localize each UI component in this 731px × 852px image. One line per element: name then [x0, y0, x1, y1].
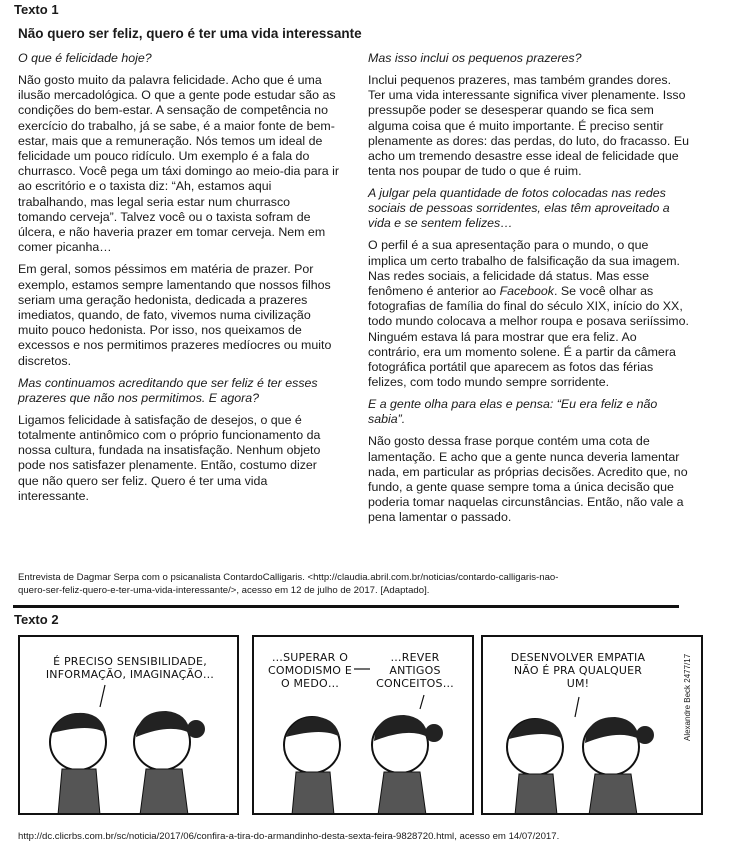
interview-answer: Ligamos felicidade à satisfação de desejos, o que é totalmente antinômico com o próprio funcionamento da nossa cultura, fundada na insatisfação. Nenhum objeto pode nos satisfazer plenamente. Então, costumo dizer que não quero ser feliz. Quero é ter uma vida interessante.: [18, 412, 321, 503]
interview-answer: Inclui pequenos prazeres, mas também grandes dores. Ter uma vida interessante significa viver plenamente. Isso pressupõe poder se desesperar quando se fica sem alguma coisa que é muito importante. É preciso sentir plenamente as dores: das perdas, do luto, do fracasso. Eu acho um tremendo desastre esse ideal de felicidade que tenta nos poupar de tudo o que é ruim.: [368, 73, 689, 179]
interview-question: O que é felicidade hoje?: [18, 51, 152, 65]
texto2-source: http://dc.clicrbs.com.br/sc/noticia/2017/06/confira-a-tira-do-armandinho-desta-sexta-feira-9828720.html, acesso em 14/07/2017.: [18, 831, 560, 842]
left-column: [18, 51, 340, 511]
interview-answer: Em geral, somos péssimos em matéria de prazer. Por exemplo, estamos sempre lamentando que nossos filhos seriam uma geração hedonista, dedicada a prazeres imediatos, quando, de fato, vivemos numa civilização muito pouco hedonista. Por isso, nos queixamos de excessos e nos permitimos prazeres medíocres ou muito discretos.: [18, 262, 332, 368]
character-boy-drawing: [50, 713, 106, 815]
interview-answer: Não gosto dessa frase porque contém uma cota de lamentação. E acho que a gente nunca deveria lamentar nada, em particular as próprias decisões. Acredito que, no fundo, a gente quase sempre toma a única decisão que poderia tomar naquelas circunstâncias. Então, não vale a pena lamentar o passado.: [368, 434, 688, 525]
comic-panel-1: [18, 635, 239, 815]
interview-answer: Não gosto muito da palavra felicidade. Acho que é uma ilusão mercadológica. O que a gente pode estudar são as condições do bem-estar. A sensação de competência no exercício do trabalho, já se sabe, é a maior fonte de bem-estar, mais que a remuneração. Nós temos um ideal de felicidade um pouco ridículo. Um exemplo é a fala do churrasco. Você pega um táxi domingo ao meio-dia para ir ao escritório e o taxista diz: “Ah, estamos aqui trabalhando, mas legal seria estar num churrasco tomando cerveja”. Talvez você ou o taxista sofram de úlcera, e não haveria prazer em tomar cerveja. Nem em comer picanha…: [18, 73, 339, 255]
character-boy-drawing: [507, 719, 563, 815]
speech-bubble-2b: …REVER ANTIGOS CONCEITOS…: [376, 651, 454, 690]
texto1-source: Entrevista de Dagmar Serpa com o psicanalista ContardoCalligaris. <http://claudia.abril.com.br/noticias/contardo-calligaris-nao-quero-ser-feliz-quero-e-ter-uma-vida-interessante/>, acesso em 12 de julho de 2017. [Adaptado].: [18, 572, 559, 596]
texto1-label: Texto 1: [14, 2, 59, 17]
comic-panel-2: [252, 635, 474, 815]
comic-drawing-2: [254, 637, 474, 815]
speech-bubble-1: É PRECISO SENSIBILIDADE, INFORMAÇÃO, IMAGINAÇÃO…: [45, 655, 215, 681]
interview-question: Mas continuamos acreditando que ser feliz é ter esses prazeres que não nos permitimos. E agora?: [18, 375, 318, 405]
artist-credit: Alexandre Beck 2477/17: [683, 653, 692, 741]
character-boy-drawing: [284, 717, 340, 815]
interview-answer: O perfil é a sua apresentação para o mundo, o que implica um certo trabalho de falsificação da sua imagem. Nas redes sociais, a felicidade dá status. Mas esse fenômeno é anterior ao Facebook. Se você olhar as fotografias de família do final do século XIX, início do XX, todo mundo colocava a melhor roupa e posava seriíssimo. Ninguém estava lá para mostrar que era feliz. Ao contrário, era um momento solene. É a partir da câmera fotográfica portátil que aparecem as fotos das férias felizes, com todo mundo sempre sorridente.: [368, 238, 689, 390]
interview-question: A julgar pela quantidade de fotos colocadas nas redes sociais de pessoas sorridentes, elas têm aproveitado a vida e se sentem felizes…: [368, 186, 670, 231]
speech-bubble-3: DESENVOLVER EMPATIA NÃO É PRA QUALQUER UM!: [510, 651, 646, 690]
character-girl-drawing: [583, 717, 654, 815]
comic-panel-3: [481, 635, 703, 815]
speech-bubble-2a: …SUPERAR O COMODISMO E O MEDO…: [268, 651, 352, 690]
section-divider: [13, 605, 679, 608]
interview-question: E a gente olha para elas e pensa: “Eu era feliz e não sabia”.: [368, 397, 658, 427]
interview-question: Mas isso inclui os pequenos prazeres?: [368, 51, 582, 65]
texto2-label: Texto 2: [14, 612, 59, 627]
right-column: [368, 51, 690, 533]
character-girl-drawing: [372, 715, 443, 815]
comic-drawing-1: [20, 637, 239, 815]
article-title: Não quero ser feliz, quero é ter uma vida interessante: [18, 26, 362, 41]
comic-drawing-3: [483, 637, 703, 815]
character-girl-drawing: [134, 711, 205, 815]
